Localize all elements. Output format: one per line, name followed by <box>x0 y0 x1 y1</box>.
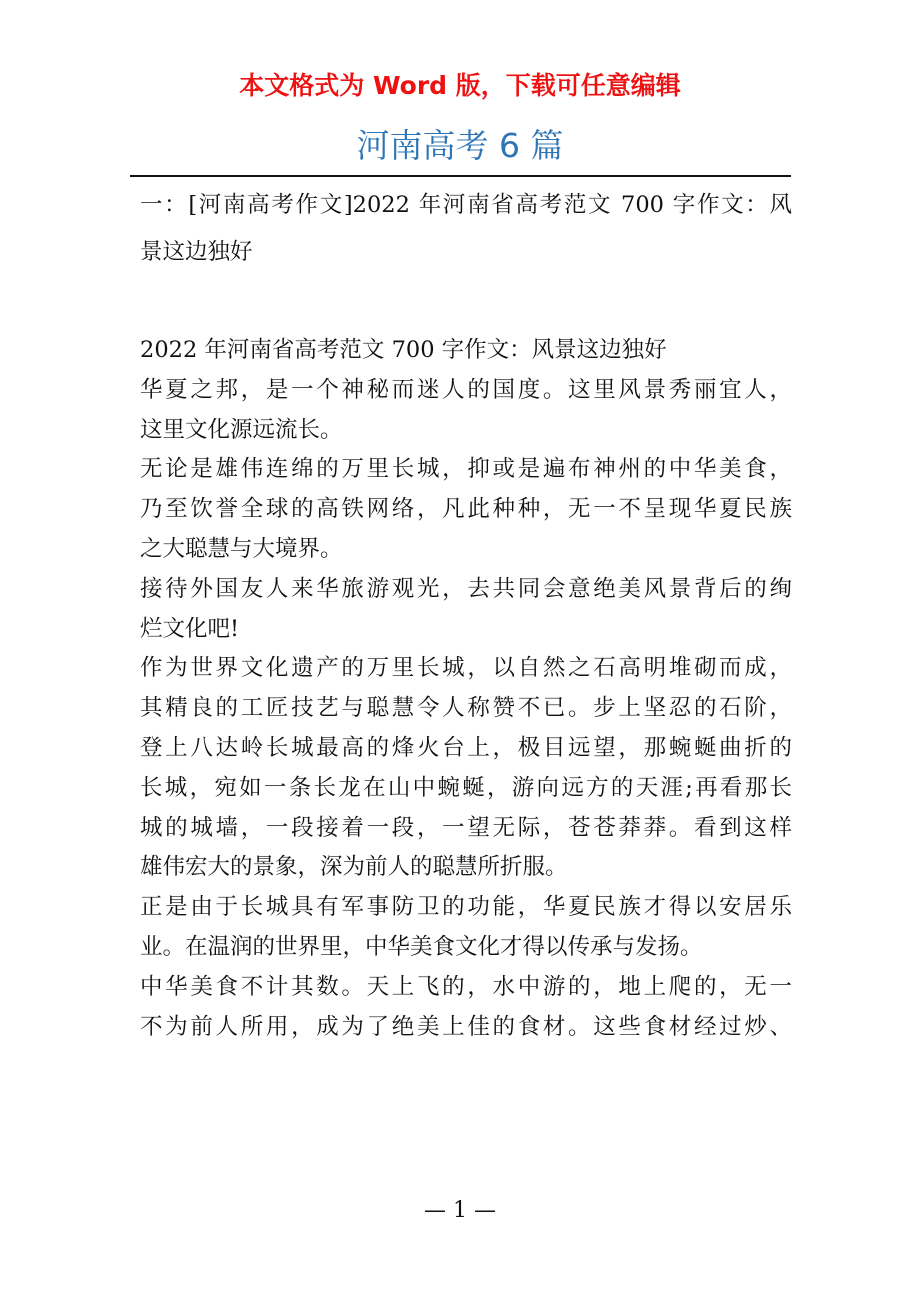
title-divider <box>130 175 791 177</box>
body-text-line: 华夏之邦，是一个神秘而迷人的国度。这里风景秀丽宜人， <box>140 376 792 403</box>
body-text-line: 业。在温润的世界里，中华美食文化才得以传承与发扬。 <box>140 934 703 960</box>
body-text-line: 正是由于长城具有军事防卫的功能，华夏民族才得以安居乐 <box>140 894 792 921</box>
body-text-line: 无论是雄伟连绵的万里长城，抑或是遍布神州的中华美食， <box>140 456 792 483</box>
body-text-line: 作为世界文化遗产的万里长城，以自然之石高明堆砌而成， <box>140 655 792 682</box>
body-text-line: 2022 年河南省高考范文 700 字作文：风景这边独好 <box>140 337 667 363</box>
section-heading-line: 景这边独好 <box>140 239 253 265</box>
body-text-line: 登上八达岭长城最高的烽火台上，极目远望，那蜿蜒曲折的 <box>140 735 792 761</box>
page-number: — 1 — <box>424 1198 496 1223</box>
body-text-line: 不为前人所用，成为了绝美上佳的食材。这些食材经过炒、 <box>140 1013 792 1040</box>
body-text-line: 雄伟宏大的景象，深为前人的聪慧所折服。 <box>140 854 568 881</box>
body-text-line: 之大聪慧与大境界。 <box>140 536 343 562</box>
format-notice: 本文格式为 Word 版，下载可任意编辑 <box>239 71 681 100</box>
document-title: 河南高考 6 篇 <box>356 126 564 165</box>
body-text-line: 乃至饮誉全球的高铁网络，凡此种种，无一不呈现华夏民族 <box>140 496 792 523</box>
section-heading-line: 一：[河南高考作文]2022 年河南省高考范文 700 字作文：风 <box>140 192 792 218</box>
body-text-line: 烂文化吧! <box>140 615 240 642</box>
body-text-line: 其精良的工匠技艺与聪慧令人称赞不已。步上坚忍的石阶， <box>140 695 792 722</box>
body-text-line: 中华美食不计其数。天上飞的，水中游的，地上爬的，无一 <box>140 973 792 1000</box>
body-text-line: 这里文化源远流长。 <box>140 416 343 443</box>
body-text-line: 长城，宛如一条长龙在山中蜿蜒，游向远方的天涯;再看那长 <box>140 774 792 801</box>
body-text-line: 城的城墙，一段接着一段，一望无际，苍苍莽莽。看到这样 <box>140 814 792 841</box>
body-text-line: 接待外国友人来华旅游观光，去共同会意绝美风景背后的绚 <box>140 575 792 602</box>
